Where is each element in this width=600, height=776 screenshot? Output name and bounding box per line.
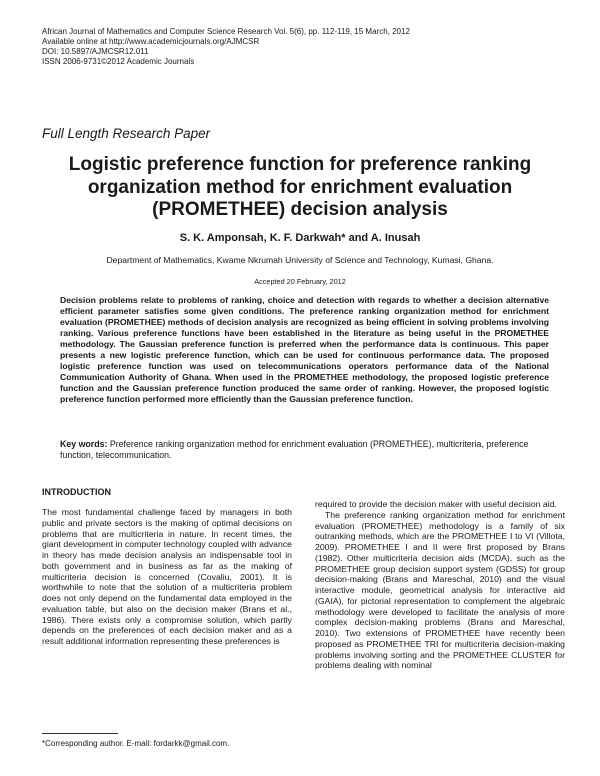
affiliation: Department of Mathematics, Kwame Nkrumah University of Science and Technology, Kumasi, Ghana. [106, 255, 494, 265]
authors: S. K. Amponsah, K. F. Darkwah* and A. Inusah [179, 232, 421, 244]
section-heading: INTRODUCTION [42, 487, 111, 497]
keywords-text: Preference ranking organization method for enrichment evaluation (PROMETHEE), multicriteria, preference function, telecommunication. [60, 439, 529, 460]
footnote: *Corresponding author. E-mail: fordarkk@gmail.com. [42, 739, 230, 748]
journal-citation: African Journal of Mathematics and Computer Science Research Vol. 5(6), pp. 112-119, 15 March, 2012 [42, 27, 410, 36]
journal-issn: ISSN 2006-9731©2012 Academic Journals [42, 57, 195, 66]
paper-title [40, 154, 560, 222]
keywords-label: Key words: [60, 439, 108, 449]
footnote-divider [42, 733, 118, 734]
title-line-2: organization method for enrichment evaluation [87, 176, 513, 198]
right-column-paragraph-1: required to provide the decision maker with useful decision aid. [315, 499, 557, 509]
journal-doi: DOI: 10.5897/AJMCSR12.011 [42, 47, 149, 56]
right-column [315, 499, 565, 671]
left-column [42, 507, 292, 647]
left-column-paragraph: The most fundamental challenge faced by managers in both public and private sectors is the making of optimal decisions on problems that are multicriteria in nature. In recent times, the giant development in computer technology coupled with advance in theory has made decision analysis an indispensable tool in both government and in business as far as the making of multicriteria decision is concerned (Covaliu, 2001). It is worthwhile to note that the solution of a multicriteria problem does not only depend on the fundamental data employed in the evaluation table, but also on the decision maker (Brans et al., 1986). There exists only a compromise solution, which partly depends on the preferences of each decision maker and as a result additional information representing these preferences is [42, 507, 292, 646]
journal-header [42, 27, 410, 67]
accepted-date: Accepted 20 February, 2012 [254, 277, 346, 286]
title-line-1: Logistic preference function for preference ranking [68, 154, 532, 175]
title-line-3: (PROMETHEE) decision analysis [152, 199, 448, 220]
paper-type: Full Length Research Paper [42, 126, 211, 141]
right-column-paragraph-2: The preference ranking organization method for enrichment evaluation (PROMETHEE) methodology is a family of six outranking methods, which are the PROMETHEE I to VI (Villota, 2009). PROMETHEE I and II were first proposed by Brans (1982). Other multicriteria decision aids (MCDA), such as the PROMETHEE group decision support system (GDSS) for group decision-making (Brans and Mareschal, 2010) and the visual interactive module, geometrical analysis for interactive aid (GAIA), for pictorial representation to complement the algebraic methodology were developed to facilitate the analysis of more complex decision-making problems (Brans and Mareschal, 2010). Two extensions of PROMETHEE have recently been proposed as PROMETHEE TRI for multicriteria decision-making problems involving sorting and the PROMETHEE CLUSTER for problems dealing with nominal [315, 509, 565, 671]
keywords [60, 439, 549, 461]
journal-url: Available online at http://www.academicjournals.org/AJMCSR [42, 37, 260, 46]
abstract: Decision problems relate to problems of ranking, choice and detection with regards to whether a decision alternative efficient parameter satisfies some given conditions. The preference ranking organization method for enrichment evaluation (PROMETHEE) methods of decision analysis are recognized as being efficient in solving problems involving ranking. Various preference functions have been established in the literature as being useful in the PROMETHEE methodology. The Gaussian preference function is preferred when the performance data is continuous. This paper presents a new logistic preference function, which can be used for continuous performance data. The proposed logistic preference function was used on telecommunications operators performance data of the National Communication Authority of Ghana. When used in the PROMETHEE methodology, the proposed logistic preference function and the Gaussian preference function produced the same order of ranking. However, the proposed logistic preference function performed more efficiently than the Gaussian preference function. [60, 295, 549, 404]
